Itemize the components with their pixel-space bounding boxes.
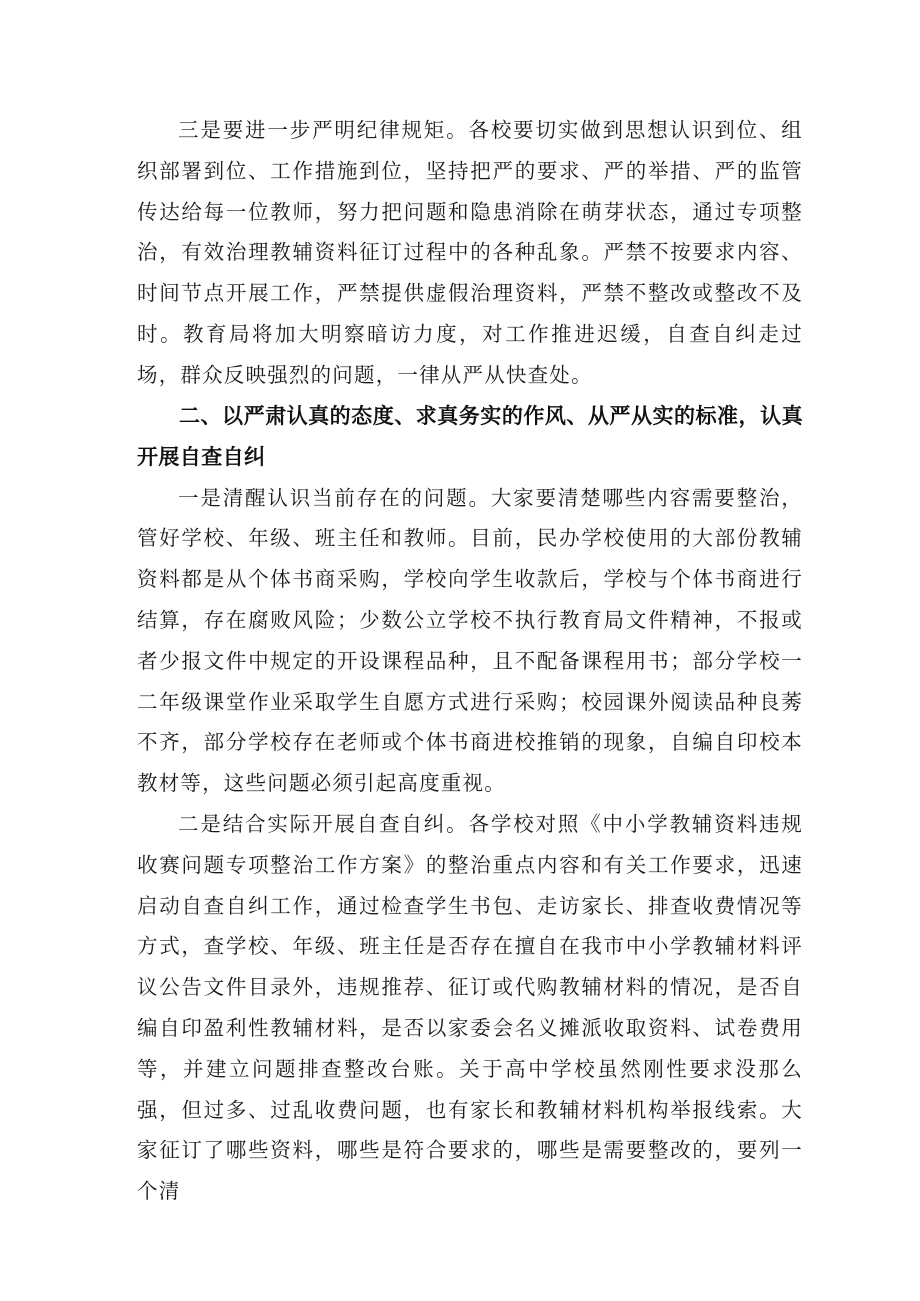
section-heading-self-inspection: 二、以严肃认真的态度、求真务实的作风、从严从实的标准，认真开展自查自纠 bbox=[137, 403, 803, 469]
paragraph-discipline: 三是要进一步严明纪律规矩。各校要切实做到思想认识到位、组织部署到位、工作措施到位，坚持把严的要求、严的举措、严的监管传达给每一位教师，努力把问题和隐患消除在萌芽状态，通过专项整治，有效治理教辅资料征订过程中的各种乱象。严禁不按要求内容、时间节点开展工作，严禁提供虚假治理资料，严禁不整改或整改不及时。教育局将加大明察暗访力度，对工作推进迟缓，自查自纠走过场，群众反映强烈的问题，一律从严从快查处。 bbox=[137, 118, 803, 387]
paragraph-self-correction: 二是结合实际开展自查自纠。各学校对照《中小学教辅资料违规收赛问题专项整治工作方案》的整治重点内容和有关工作要求，迅速启动自查自纠工作，通过检查学生书包、走访家长、排查收费情况等方式，查学校、年级、班主任是否存在擅自在我市中小学教辅材料评议公告文件目录外，违规推荐、征订或代购教辅材料的情况，是否自编自印盈利性教辅材料，是否以家委会名义摊派收取资料、试卷费用等，并建立问题排查整改台账。关于高中学校虽然刚性要求没那么强，但过多、过乱收费问题，也有家长和教辅材料机构举报线索。大家征订了哪些资料，哪些是符合要求的，哪些是需要整改的，要列一个清 bbox=[137, 811, 803, 1204]
paragraph-current-problems: 一是清醒认识当前存在的问题。大家要清楚哪些内容需要整治，管好学校、年级、班主任和教师。目前，民办学校使用的大部份教辅资料都是从个体书商采购，学校向学生收款后，学校与个体书商进行结算，存在腐败风险；少数公立学校不执行教育局文件精神，不报或者少报文件中规定的开设课程品种，且不配备课程用书；部分学校一二年级课堂作业采取学生自愿方式进行采购；校园课外阅读品种良莠不齐，部分学校存在老师或个体书商进校推销的现象，自编自印校本教材等，这些问题必须引起高度重视。 bbox=[137, 485, 803, 796]
document-body bbox=[137, 110, 803, 1212]
